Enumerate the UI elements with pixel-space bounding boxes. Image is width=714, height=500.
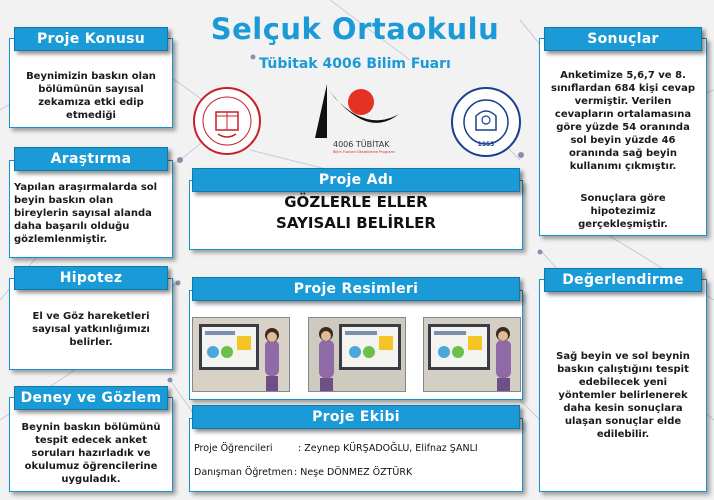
- project-photo-3: [423, 317, 521, 392]
- sonuclar-text: Anketimize 5,6,7 ve 8. sınıflardan 684 kişi cevap vermiştir. Verilen cevapların ortalamasına göre yüzde 54 oranında sol beyin yüzde 46 oranında sağ beyin kullanımı çıkmıştır.: [551, 70, 695, 172]
- meb-logo: [192, 86, 262, 156]
- project-photo-2: [308, 317, 406, 392]
- project-name-line1: GÖZLERLE ELLER: [284, 193, 428, 211]
- advisor-label: Danışman Öğretmen: [194, 467, 293, 478]
- students-label: Proje Öğrencileri: [194, 443, 273, 454]
- degerlendirme-text: Sağ beyin ve sol beynin baskın çalıştığını tespit edebilecek yeni yöntemler belirlenerek daha kesin sonuçlara ulaşan sonuçlar elde edilebilir.: [556, 351, 690, 440]
- proje-resimleri-heading: Proje Resimleri: [192, 277, 520, 301]
- degerlendirme-heading: Değerlendirme: [544, 268, 702, 292]
- tubitak-logo-subtext: Bilim Fuarları Destekleme Programı: [333, 150, 395, 154]
- school-seal-year: 1955: [477, 141, 495, 148]
- deney-gozlem-heading: Deney ve Gözlem: [14, 386, 168, 410]
- proje-ekibi-panel: [189, 418, 523, 492]
- proje-ekibi-heading: Proje Ekibi: [192, 405, 520, 429]
- hipotez-text: El ve Göz hareketleri sayısal yatkınlığımızı belirler.: [32, 311, 150, 348]
- page-title: Selçuk Ortaokulu: [210, 12, 500, 46]
- sonuclar-heading: Sonuçlar: [544, 27, 702, 51]
- advisor-value: : Neşe DÖNMEZ ÖZTÜRK: [294, 467, 413, 478]
- proje-konusu-heading: Proje Konusu: [14, 27, 168, 51]
- students-value: : Zeynep KÜRŞADOĞLU, Elifnaz ŞANLI: [298, 443, 478, 454]
- arastirma-heading: Araştırma: [14, 147, 168, 171]
- sonuclar-conclusion: Sonuçlara göre hipotezimiz gerçekleşmiştir.: [578, 193, 668, 230]
- school-seal-logo: [450, 86, 522, 158]
- tubitak-4006-logo: [307, 80, 407, 160]
- proje-konusu-text: Beynimizin baskın olan bölümünün sayısal zekamıza etki edip etmediği: [26, 71, 156, 121]
- arastirma-text: Yapılan araşırmalarda sol beyin baskın olan bireylerin sayısal alanda daha başarılı olduğu gözlemlenmiştir.: [14, 182, 158, 245]
- hipotez-heading: Hipotez: [14, 266, 168, 290]
- project-name-line2: SAYISALI BELİRLER: [276, 214, 436, 232]
- deney-gozlem-text: Beynin baskın bölümünü tespit edecek anket soruları hazırladık ve okulumuz öğrencilerine uyguladık.: [21, 422, 161, 485]
- project-photo-1: [192, 317, 290, 392]
- proje-adi-heading: Proje Adı: [192, 168, 520, 192]
- page-subtitle: Tübitak 4006 Bilim Fuarı: [259, 56, 451, 72]
- project-name: [192, 192, 520, 246]
- tubitak-logo-text: 4006 TÜBİTAK: [333, 140, 390, 149]
